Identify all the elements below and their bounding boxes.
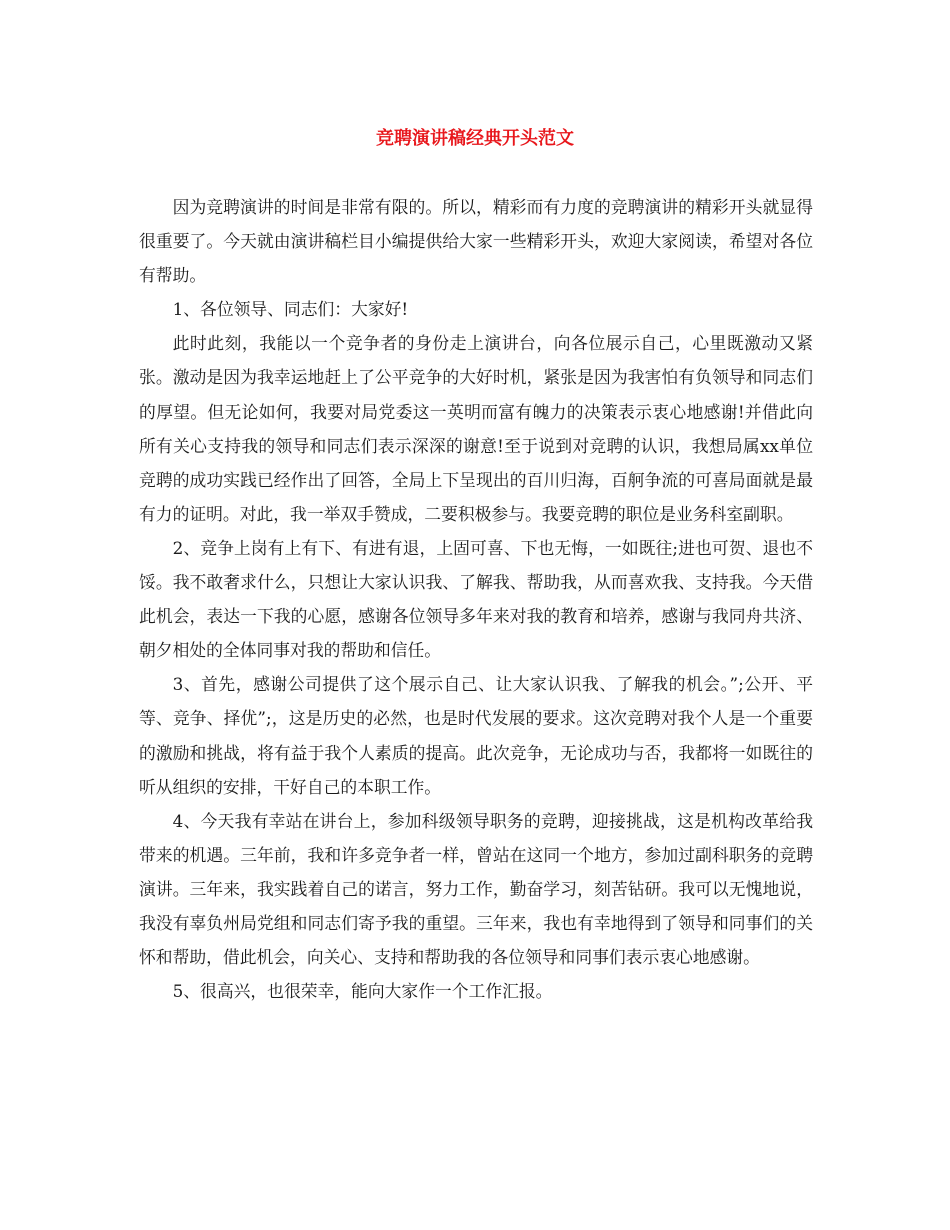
paragraph-4: 4、今天我有幸站在讲台上，参加科级领导职务的竞聘，迎接挑战，这是机构改革给我带来的机遇。三年前，我和许多竞争者一样，曾站在这同一个地方，参加过副科职务的竞聘演讲。三年来，我实践着自己的诺言，努力工作，勤奋学习，刻苦钻研。我可以无愧地说，我没有辜负州局党组和同志们寄予我的重望。三年来，我也有幸地得到了领导和同事们的关怀和帮助，借此机会，向关心、支持和帮助我的各位领导和同事们表示衷心地感谢。: [139, 810, 813, 968]
paragraph-2: 2、竞争上岗有上有下、有进有退，上固可喜、下也无悔，一如既往;进也可贺、退也不馁。我不敢奢求什么，只想让大家认识我、了解我、帮助我，从而喜欢我、支持我。今天借此机会，表达一下我的心愿，感谢各位领导多年来对我的教育和培养，感谢与我同舟共济、朝夕相处的全体同事对我的帮助和信任。: [139, 537, 813, 661]
paragraph-intro: 因为竞聘演讲的时间是非常有限的。所以，精彩而有力度的竞聘演讲的精彩开头就显得很重要了。今天就由演讲稿栏目小编提供给大家一些精彩开头，欢迎大家阅读，希望对各位有帮助。: [139, 197, 813, 286]
paragraph-1-body: 此时此刻，我能以一个竞争者的身份走上演讲台，向各位展示自己，心里既激动又紧张。激动是因为我幸运地赶上了公平竞争的大好时机，紧张是因为我害怕有负领导和同志们的厚望。但无论如何，我要对局党委这一英明而富有魄力的决策表示衷心地感谢!并借此向所有关心支持我的领导和同志们表示深深的谢意!至于说到对竞聘的认识，我想局属xx单位竞聘的成功实践已经作出了回答，全局上下呈现出的百川归海，百舸争流的可喜局面就是最有力的证明。对此，我一举双手赞成，二要积极参与。我要竞聘的职位是业务科室副职。: [139, 333, 813, 524]
document-body: [139, 190, 813, 1008]
paragraph-5: 5、很高兴，也很荣幸，能向大家作一个工作汇报。: [172, 981, 553, 1002]
paragraph-3: 3、首先，感谢公司提供了这个展示自己、让大家认识我、了解我的机会。”;公开、平等、竞争、择优”;，这是历史的必然，也是时代发展的要求。这次竞聘对我个人是一个重要的激励和挑战，将有益于我个人素质的提高。此次竞争，无论成功与否，我都将一如既往的听从组织的安排，干好自己的本职工作。: [139, 674, 813, 797]
document-title: 竞聘演讲稿经典开头范文: [376, 128, 574, 149]
paragraph-1-greeting: 1、各位领导、同志们：大家好!: [172, 299, 409, 320]
